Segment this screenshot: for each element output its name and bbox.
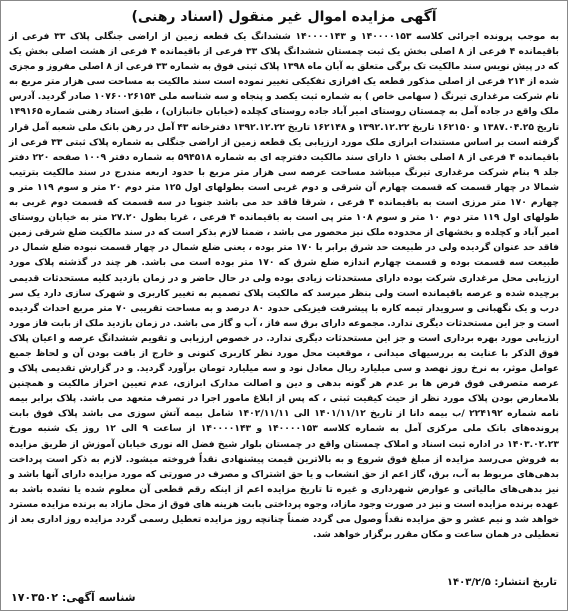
notice-title: آگهی مزایده اموال غیر منقول (اسناد رهنی) — [131, 9, 437, 25]
notice-id: شناسه آگهی: ۱۷۰۳۵۰۲ — [11, 591, 136, 604]
notice-body: به موجب پرونده اجرائی کلاسه ۱۴۰۰۰۰۱۵۳ و ۱۴۰۰۰۰۱۴۳ ششدانگ یک قطعه زمین از اراضی جنگلی پلاک ۳۳ فرعی از باقیمانده ۴ فرعی از ۸ اصلی بخش یک ثبت چمستان ششدانگ پلاک ۳۳ فرعی از باقیمانده ۴ فرعی از هشت اصلی بخش یک که در پیش نویس سند مالکیت تک برگی متعلق به آبان ماه ۱۳۹۸ پلاک ثبتی فوق به شماره ۳۳ فرعی از ۸ اصلی مفروز و مجزی شده از ۲۱۴ فرعی از اصلی مذکور قطعه یک افرازی تفکیکی تغییر نموده است سند مالکیت به مساحت سی هزار متر مربع به نام شرکت مرغداری تیرنگ ( سهامی خاص ) به شماره ثبت یکصد و پنجاه و سه شناسه ملی ۱۰۷۶۰۰۲۶۱۵۴ صادر گردید. آدرس ملک واقع در جاده آمل به چمستان روستای امیر آباد جاده روستای کچلده (خیابان جانبازان) ، طبق اسناد رهنی شماره ۱۴۹۱۶۵ تاریخ ۱۳۸۷.۰۴.۲۵ و ۱۶۲۱۵۰ تاریخ ۱۳۹۲.۱۲.۲۲ و ۱۶۲۱۴۸ تاریخ ۱۳۹۲.۱۲.۲۲ دفترخانه ۴۳ آمل در رهن بانک ملی شعبه آمل قرار گرفته است بر اساس مستندات ابرازی ملک مورد ارزیابی یک قطعه زمین از اراضی جنگلی به شماره پلاک ثبتی ۳۳ فرعی از باقیمانده ۴ فرعی از ۸ اصلی بخش ۱ دارای سند مالکیت دفترچه ای به شماره ۵۹۴۵۱۸ به شماره دفتر ۱۰۰۹ صفحه ۲۲۰ دفتر جلد ۹ بنام شرکت مرغداری تیرنگ میباشد مساحت عرصه سی هزار متر مربع با حدود اربعه مندرج در سند مالکیت بترتیب شمالا در چهار قسمت که قسمت چهارم آن شرقی و دوم غربی است بطولهای اول ۱۲۵ متر دوم ۲۰ متر و سوم ۱۱۹ متر و چهارم ۱۷۰ متر مرزی است به باقیمانده ۴ فرعی ، شرقا فاقد حد می باشد جنوبا در سه قسمت که قسمت دوم غربی به طولهای اول ۱۱۹ متر دوم ۱۰ متر و سوم ۱۰۸ متر پی است به باقیمانده ۴ فرعی ، غربا بطول ۲۷.۲۰ متر به خیابان روستای امیر آباد و کچلده و بخشهای از محدوده ملک نیز محصور می باشد ، ضمنا لازم بذکر است که در سند مالکیت ضلع شرقی زمین فاقد حد عنوان گردیده ولی در طبیعت حد شرق برابر با ۱۷۰ متر بوده ، یعنی ضلع شمال در چهار قسمت نبوده ضلع شمال در طبیعت سه قسمت بوده و قسمت چهارم اندازه ضلع شرق که ۱۷۰ متر بوده است می باشد. هر چند در گذشته پلاک مورد ارزیابی محل مرغداری شرکت بوده دارای مستحدثات زیادی بوده ولی در حال حاضر و در زمان بازدید کلیه مستحدثات قدیمی برچیده شده و عرصه باقیمانده است ولی بنظر میرسد که مالکیت پلاک تصمیم به تغییر کاربری و شهرک سازی دارد یک سر درب و یک نگهبانی و سرویدار تیمه کاره با پیشرفت فیزیکی حدود ۸۰ درصد و به مساحت تقریبی ۷۰ متر مربع احداث گردیده است و جز این مستحدثات دیگری ندارد. مجموعه دارای برق سه فاز ، آب و گاز می باشد. در زمان بازدید ملک از بابت فاز مورد ارزیابی مورد بهره برداری است و جز این مستحدثات دیگری ندارد. در خصوص ارزیابی و تقویم ششدانگ عرصه و اعیان پلاک فوق الذکر با عنایت به بررسیهای میدانی ، موقعیت محل مورد نظر کاربری کنونی و خارج از بافت بودن آن و لحاظ جمیع عوامل موثر، به نرخ روز نهصد و سی میلیارد ریال معادل نود و سه میلیارد تومان برآورد گردید. و در گزارش تقدیمی پلاک و عرصه متصرفی فوق فرض ها بر عدم هر گونه بدهی و دین و اصالت مدارک ابرازی، عدم تعیین احراز مالکیت و همچنین بلامعارض بودن پلاک مورد نظر از حیث کیفیت ثبتی ، که پس از ابلاغ مامور اجرا در تصرف متعهد می باشد. پلاک برابر بیمه نامه شماره ۲۲۴۱۹۲ /ب بیمه دانا از تاریخ ۱۴۰۱/۱۱/۱۲ الی ۱۴۰۲/۱۱/۱۱ شامل بیمه آتش سوزی می باشد پلاک فوق بابت پرونده‌های بانک ملی مرکزی آمل به شماره کلاسه ۱۴۰۰۰۰۱۵۳ و ۱۴۰۰۰۰۱۴۳ از ساعت ۹ الی ۱۲ روز یک شنبه مورخ ۱۴۰۳.۰۲.۲۳ در اداره ثبت اسناد و املاک چمستان واقع در چمستان بلوار شیخ فضل اله نوری خیابان آموزش از طریق مزایده به فروش می‌رسد مزایده از مبلغ فوق شروع و به بالاترین قیمت پیشنهادی نقداً فروخته میشود. لازم به ذکر است پرداخت بدهی‌های مربوط به آب، برق، گاز اعم از حق انشعاب و یا حق اشتراک و مصرف در صورتی که مورد مزایده دارای آنها باشد و نیز بدهی‌های مالیاتی و عوارض شهرداری و غیره تا تاریخ مزایده اعم از اینکه رقم قطعی آن معلوم شده یا نشده باشد به عهده برنده مزایده است و نیز در صورت وجود مازاد، وجوه پرداختی بابت هزینه های فوق از محل مازاد به برنده مزایده مسترد خواهد شد و نیم عشر و حق مزایده نقداً وصول می گردد ضمناً چنانچه روز مزایده تعطیل رسمی گردد مزایده روز اداری بعد از تعطیلی در همان ساعت و مکان مقرر برگزار خواهد شد. — [9, 31, 560, 541]
publish-date: تاریخ انتشار: ۱۴۰۳/۲/۵ — [446, 577, 557, 588]
